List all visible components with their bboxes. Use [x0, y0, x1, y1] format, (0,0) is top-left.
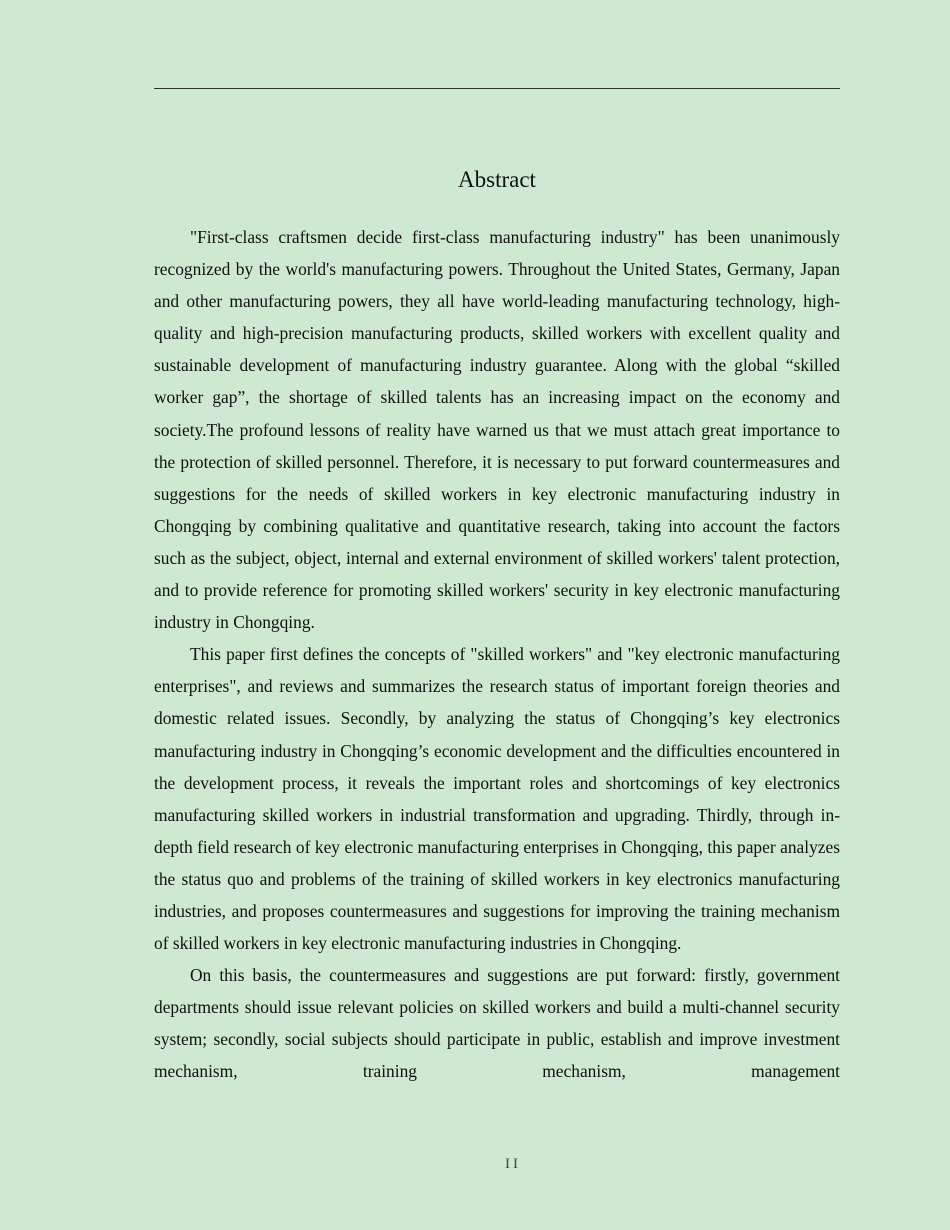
abstract-paragraph-3: On this basis, the countermeasures and suggestions are put forward: firstly, government departments should issue relevant policies on skilled workers and build a multi-channel security system; secondly, social subjects should participate in public, establish and improve investment mechanism, training mechanism, management — [154, 965, 840, 1082]
page-title: Abstract — [458, 167, 536, 192]
header-rule — [154, 88, 840, 89]
abstract-paragraph-1: "First-class craftsmen decide first-class manufacturing industry" has been unanimously recognized by the world's manufacturing powers. Throughout the United States, Germany, Japan and other manufacturing powers, they all have world-leading manufacturing technology, high-quality and high-precision manufacturing products, skilled workers with excellent quality and sustainable development of manufacturing industry guarantee. Along with the global “skilled worker gap”, the shortage of skilled talents has an increasing impact on the economy and society.The profound lessons of reality have warned us that we must attach great importance to the protection of skilled personnel. Therefore, it is necessary to put forward countermeasures and suggestions for the needs of skilled workers in key electronic manufacturing industry in Chongqing by combining qualitative and quantitative research, taking into account the factors such as the subject, object, internal and external environment of skilled workers' talent protection, and to provide reference for promoting skilled workers' security in key electronic manufacturing industry in Chongqing. — [154, 227, 840, 633]
abstract-body — [154, 221, 840, 1088]
page-number: II — [505, 1156, 521, 1172]
abstract-paragraph-2: This paper first defines the concepts of "skilled workers" and "key electronic manufacturing enterprises", and reviews and summarizes the research status of important foreign theories and domestic related issues. Secondly, by analyzing the status of Chongqing’s key electronics manufacturing industry in Chongqing’s economic development and the difficulties encountered in the development process, it reveals the important roles and shortcomings of key electronics manufacturing skilled workers in industrial transformation and upgrading. Thirdly, through in-depth field research of key electronic manufacturing enterprises in Chongqing, this paper analyzes the status quo and problems of the training of skilled workers in key electronics manufacturing industries, and proposes countermeasures and suggestions for improving the training mechanism of skilled workers in key electronic manufacturing industries in Chongqing. — [154, 644, 840, 954]
